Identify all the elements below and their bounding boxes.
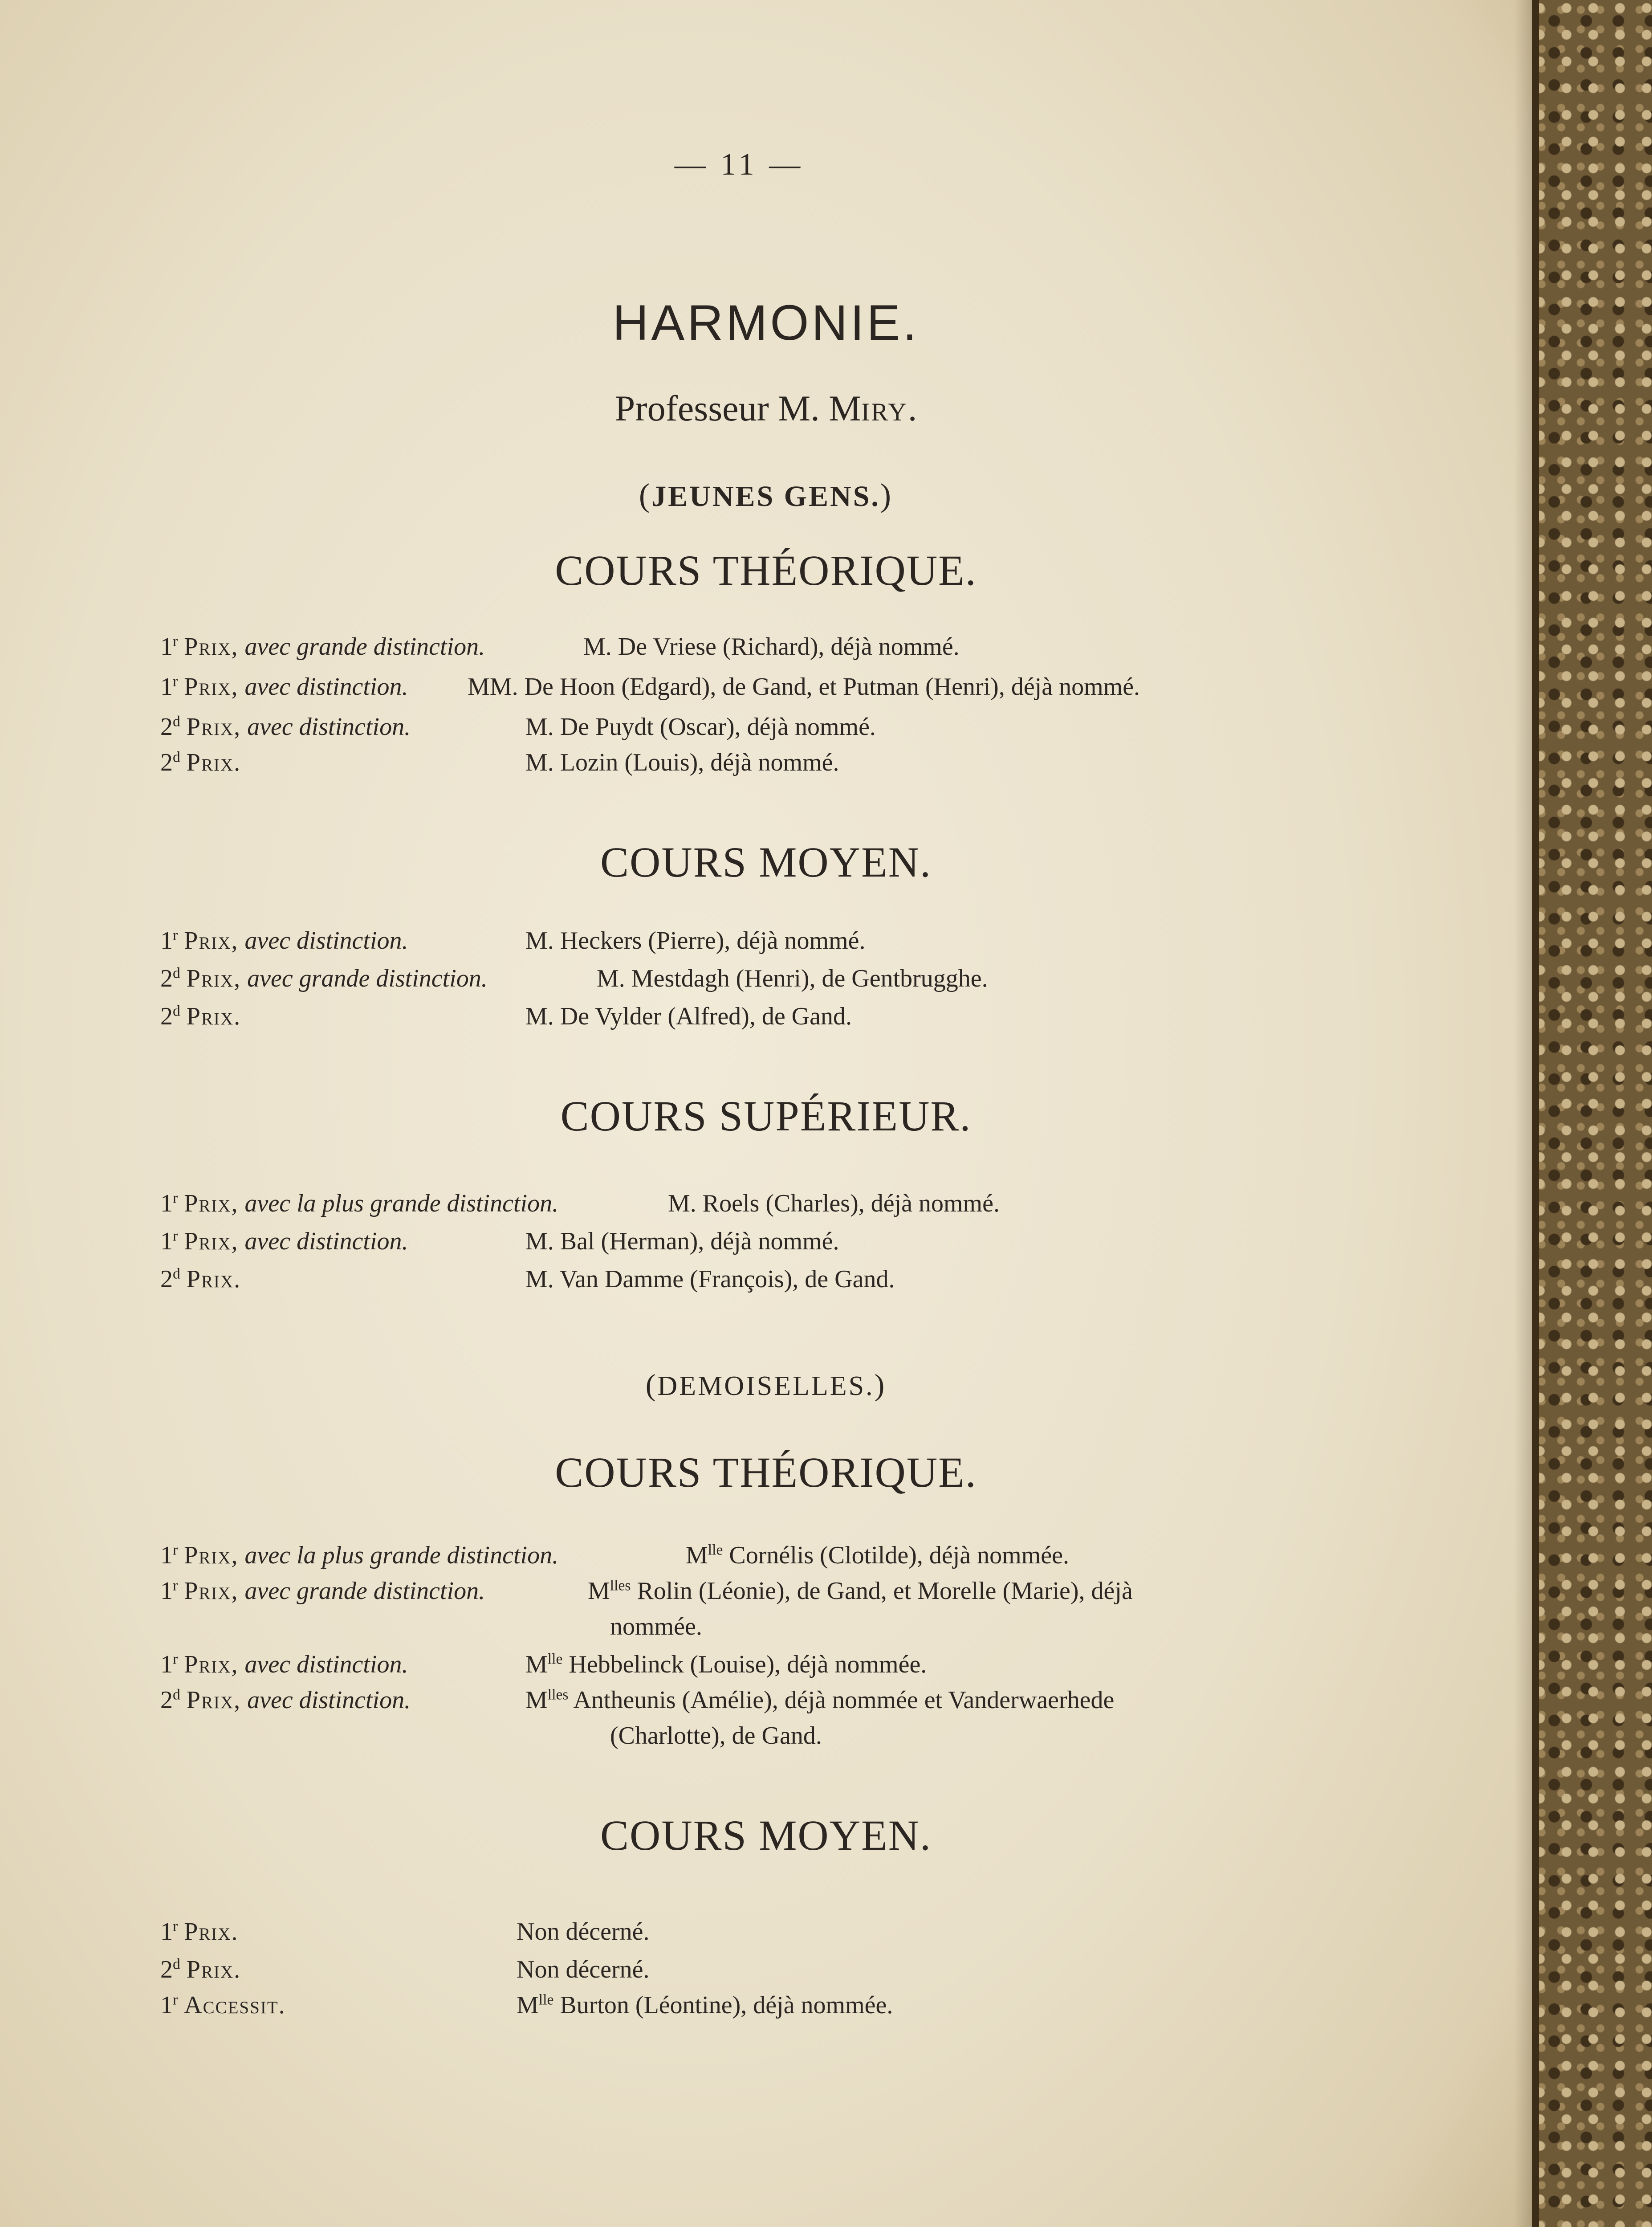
page-title: HARMONIE. [612, 295, 920, 351]
award-row: 1$^r$ Accessit. $M^{lle}$ Burton (Léontine), déjà nommée. [160, 1991, 893, 2019]
winner-names: $M^{lle}$ Burton (Léontine), déjà nommée. [517, 1991, 893, 2019]
professor-line [0, 387, 1532, 429]
award-row: 1$^r$ Prix, avec grande distinction. $M^{lles}$ Rolin (Léonie), de Gand, et Morelle (Marie), déjà [160, 1577, 1133, 1605]
winner-names: M. Bal (Herman), déjà nommé. [525, 1228, 839, 1255]
winner-names: $M^{lles}$ Antheunis (Amélie), déjà nommée et Vanderwaerhede [525, 1686, 1115, 1714]
winner-names: M. Heckers (Pierre), déjà nommé. [525, 927, 866, 954]
course-heading: COURS MOYEN. [600, 838, 932, 886]
award-row: 2$^d$ Prix, avec distinction. M. De Puydt (Oscar), déjà nommé. [160, 713, 876, 741]
winner-names: M. Mestdagh (Henri), de Gentbrugghe. [597, 965, 988, 992]
winner-names: M. De Vriese (Richard), déjà nommé. [583, 633, 960, 661]
professor-prefix: Professeur M. [614, 388, 829, 428]
award-row: 1$^r$ Prix, avec distinction. M. Heckers (Pierre), déjà nommé. [160, 927, 866, 954]
professor-name-rest: IRY [861, 398, 908, 426]
winner-names-continuation: (Charlotte), de Gand. [610, 1722, 822, 1750]
course-heading: COURS THÉORIQUE. [555, 547, 977, 594]
winner-names: M. Van Damme (François), de Gand. [525, 1265, 895, 1293]
winner-names: M. De Vylder (Alfred), de Gand. [525, 1003, 852, 1030]
course-heading: COURS THÉORIQUE. [555, 1448, 977, 1496]
award-row: 1$^r$ Prix, avec distinction. MM. De Hoon (Edgard), de Gand, et Putman (Henri), déjà nommé. [160, 673, 1140, 701]
course-heading: COURS MOYEN. [600, 1811, 932, 1859]
group-heading-demoiselles: (DEMOISELLES.) [645, 1368, 887, 1402]
award-row: 2$^d$ Prix. Non décerné. [160, 1956, 650, 1983]
winner-names: $M^{lle}$ Hebbelinck (Louise), déjà nommée. [525, 1651, 927, 1678]
winner-names: MM. De Hoon (Edgard), de Gand, et Putman (Henri), déjà nommé. [468, 673, 1140, 701]
professor-suffix: . [907, 388, 917, 428]
award-row: 1$^r$ Prix, avec distinction. M. Bal (Herman), déjà nommé. [160, 1228, 839, 1255]
winner-names-continuation: nommée. [610, 1613, 702, 1640]
winner-names: M. Roels (Charles), déjà nommé. [668, 1190, 1000, 1217]
award-row: 2$^d$ Prix. M. Van Damme (François), de Gand. [160, 1265, 895, 1293]
award-row: 1$^r$ Prix, avec la plus grande distinction. M. Roels (Charles), déjà nommé. [160, 1190, 1000, 1217]
page-number: — 11 — [674, 147, 804, 182]
winner-names: $M^{lles}$ Rolin (Léonie), de Gand, et Morelle (Marie), déjà [588, 1577, 1133, 1605]
award-row: 2$^d$ Prix, avec distinction. $M^{lles}$ Antheunis (Amélie), déjà nommée et Vanderwaerhede [160, 1686, 1115, 1714]
winner-names: Non décerné. [517, 1918, 650, 1946]
award-row: 2$^d$ Prix. M. Lozin (Louis), déjà nommé. [160, 749, 839, 776]
award-row: 1$^r$ Prix, avec distinction. $M^{lle}$ Hebbelinck (Louise), déjà nommée. [160, 1651, 927, 1678]
group-heading-jeunes-gens: (JEUNES GENS.) [639, 477, 893, 513]
winner-names: Non décerné. [517, 1956, 650, 1983]
award-row: 1$^r$ Prix. Non décerné. [160, 1918, 650, 1946]
winner-names: M. Lozin (Louis), déjà nommé. [525, 749, 839, 776]
award-row: 2$^d$ Prix, avec grande distinction. M. Mestdagh (Henri), de Gentbrugghe. [160, 965, 988, 992]
award-row: 1$^r$ Prix, avec grande distinction. M. De Vriese (Richard), déjà nommé. [160, 633, 960, 661]
binding-spine-edge [1532, 0, 1539, 2227]
award-row: 2$^d$ Prix. M. De Vylder (Alfred), de Gand. [160, 1003, 852, 1030]
professor-name-initial: M [829, 388, 862, 428]
winner-names: M. De Puydt (Oscar), déjà nommé. [525, 713, 876, 741]
book-binding [1532, 0, 1652, 2227]
course-heading: COURS SUPÉRIEUR. [560, 1092, 972, 1140]
award-row: 1$^r$ Prix, avec la plus grande distinction. $M^{lle}$ Cornélis (Clotilde), déjà nommée. [160, 1542, 1069, 1569]
winner-names: $M^{lle}$ Cornélis (Clotilde), déjà nommée. [686, 1542, 1069, 1569]
